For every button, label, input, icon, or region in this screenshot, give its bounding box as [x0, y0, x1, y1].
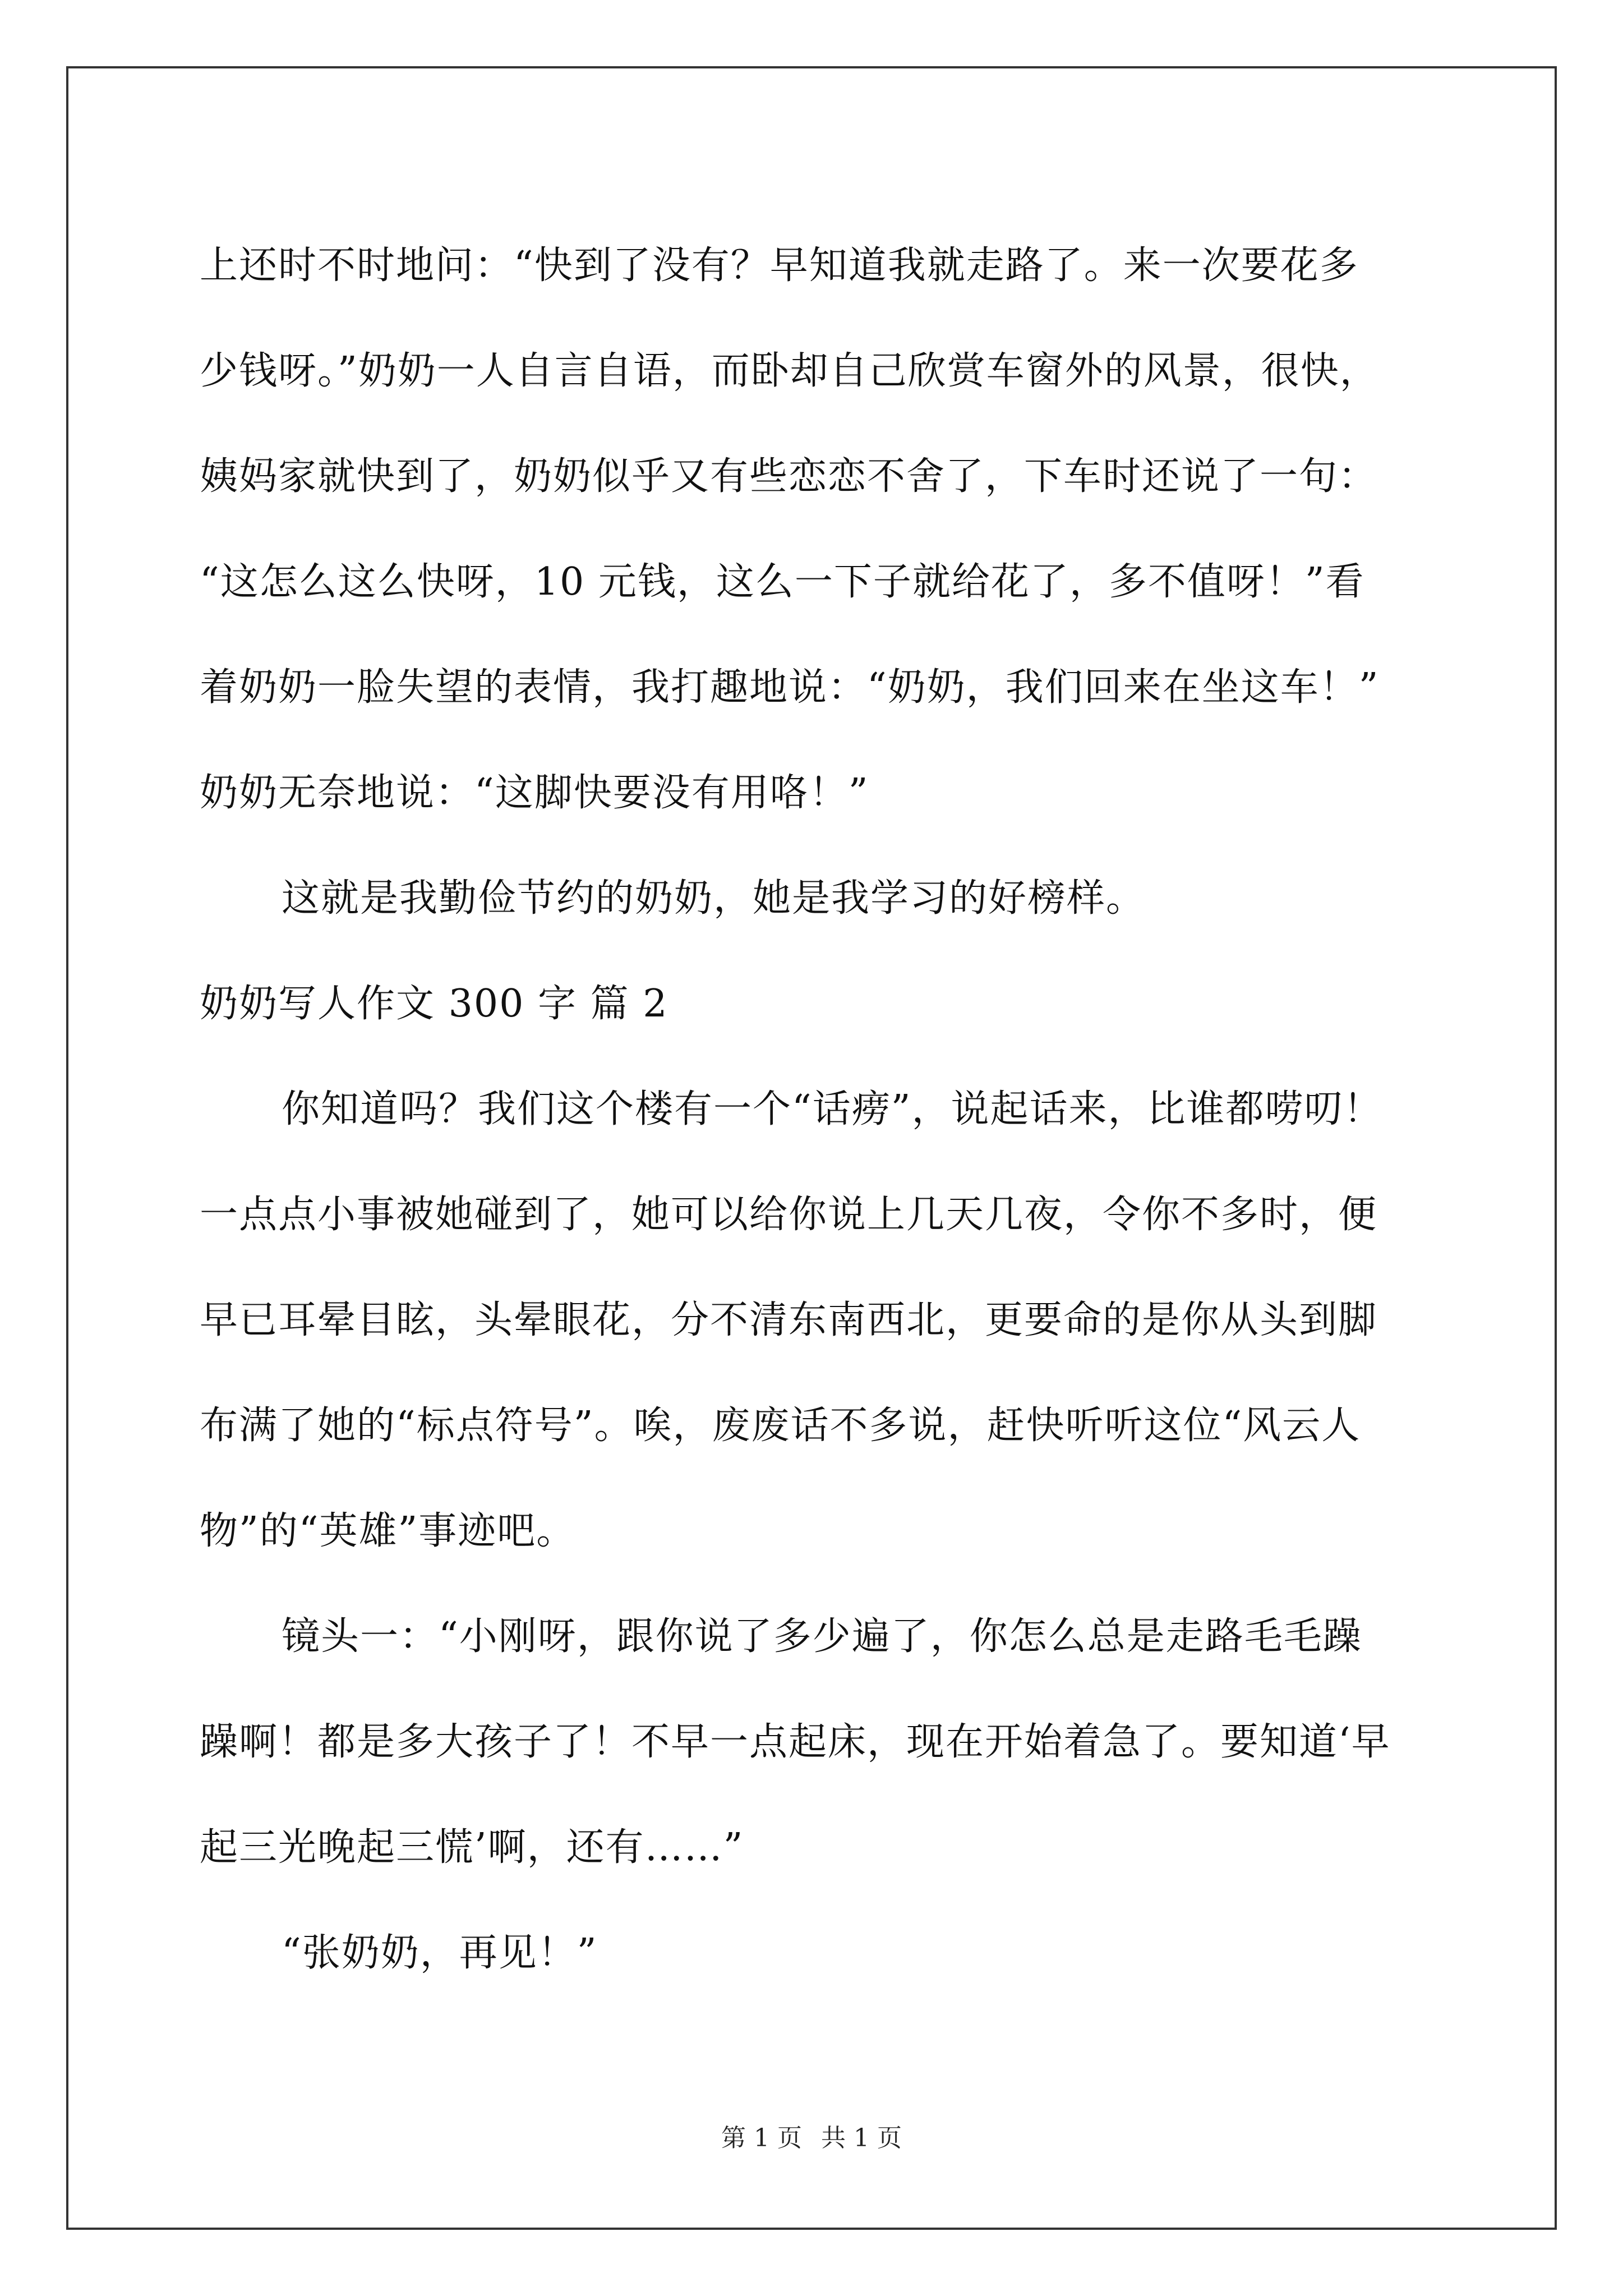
- text-line: 一点点小事被她碰到了，她可以给你说上几天几夜，令你不多时，便: [200, 1193, 1378, 1237]
- text-line: 奶奶无奈地说：“这脚快要没有用咯！”: [200, 771, 869, 815]
- text-line: 上还时不时地问：“快到了没有？早知道我就走路了。来一次要花多: [200, 243, 1359, 288]
- text-line: 布满了她的“标点符号”。唉，废废话不多说，赶快听听这位“风云人: [200, 1404, 1361, 1448]
- page-number: 第 1 页: [721, 2124, 802, 2152]
- document-body: [200, 213, 1433, 2006]
- text-line: “这怎么这么快呀，10 元钱，这么一下子就给花了，多不值呀！”看: [200, 560, 1365, 604]
- text-line: 着奶奶一脸失望的表情，我打趣地说：“奶奶，我们回来在坐这车！”: [200, 665, 1380, 710]
- text-line: 躁啊！都是多大孩子了！不早一点起床，现在开始着急了。要知道‘早: [200, 1720, 1391, 1764]
- paragraph-first-line: “张奶奶，再见！”: [282, 1931, 598, 1975]
- paragraph-first-line: 镜头一：“小刚呀，跟你说了多少遍了，你怎么总是走路毛毛躁: [282, 1614, 1362, 1659]
- section-heading: 奶奶写人作文 300 字 篇 2: [200, 982, 668, 1026]
- text-line: 姨妈家就快到了，奶奶似乎又有些恋恋不舍了，下车时还说了一句：: [200, 454, 1378, 499]
- paragraph-first-line: 这就是我勤俭节约的奶奶，她是我学习的好榜样。: [282, 876, 1146, 921]
- text-line: 早已耳晕目眩，头晕眼花，分不清东南西北，更要命的是你从头到脚: [200, 1298, 1378, 1342]
- page-footer: [0, 2122, 1623, 2155]
- page-total: 共 1 页: [821, 2124, 902, 2152]
- text-line: 少钱呀。”奶奶一人自言自语，而卧却自己欣赏车窗外的风景，很快，: [200, 349, 1379, 393]
- text-line: 起三光晚起三慌’啊，还有……”: [200, 1825, 744, 1870]
- paragraph-first-line: 你知道吗？我们这个楼有一个“话痨”，说起话来，比谁都唠叨！: [282, 1087, 1383, 1131]
- text-line: 物”的“英雄”事迹吧。: [200, 1509, 576, 1553]
